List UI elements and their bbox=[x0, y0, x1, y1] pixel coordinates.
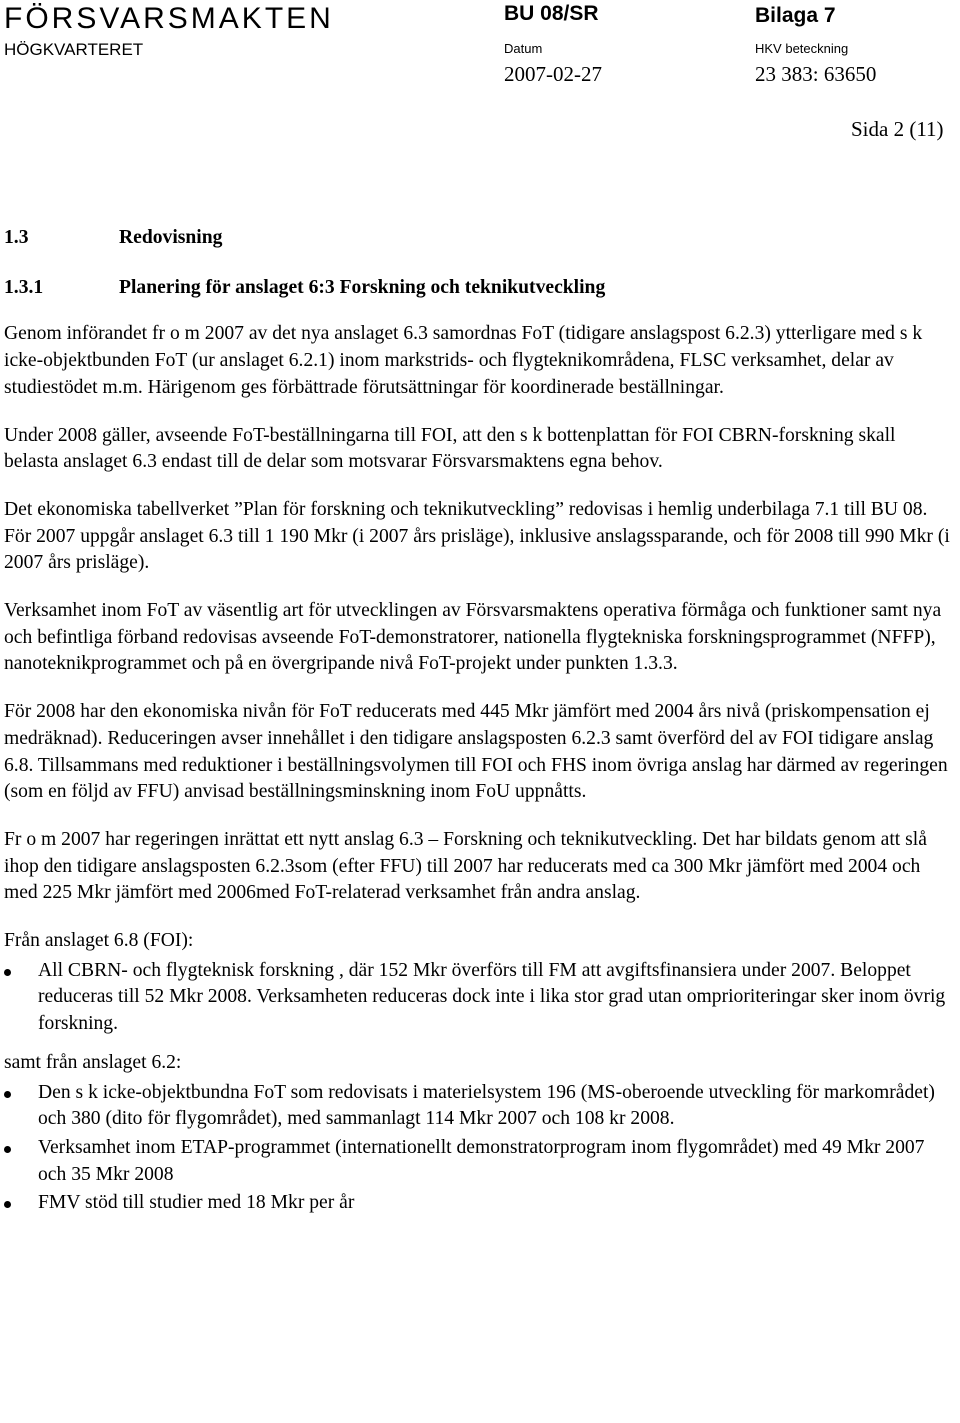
reference-label: HKV beteckning bbox=[755, 41, 849, 56]
section-heading bbox=[4, 225, 954, 252]
date-value: 2007-02-27 bbox=[504, 62, 602, 86]
body-paragraph: För 2008 har den ekonomiska nivån för FoT reducerats med 445 Mkr jämfört med 2004 års nivå (priskompensation ej medräknad). Reduceringen avser innehållet i den tidigare anslagsposten 6.2.3 samt överförd del av FOI tidigare anslag 6.8. Tillsammans med reduktioner i beställningsvolymen till FOI och FHS inom övriga anslag har därmed av regeringen (som en följd av FFU) anvisad beställningsminskning inom FoU uppnåtts. bbox=[4, 701, 948, 803]
subsection-heading bbox=[4, 275, 954, 302]
bullet-icon bbox=[4, 1091, 11, 1098]
date-label: Datum bbox=[504, 41, 543, 56]
unit-name: HÖGKVARTERET bbox=[4, 40, 144, 59]
list-item bbox=[4, 958, 954, 1038]
reference-value: 23 383: 63650 bbox=[755, 62, 877, 86]
page-number: Sida 2 (11) bbox=[851, 117, 944, 141]
body-paragraph: Verksamhet inom FoT av väsentlig art för utvecklingen av Försvarsmaktens operativa förmåga och funktioner samt nya och befintliga förband redovisas avseende FoT-demonstratorer, nationella flygtekniska forskningsprogrammet (NFFP), nanoteknikprogrammet och på en övergripande nivå FoT-projekt under punkten 1.3.3. bbox=[4, 600, 942, 675]
bullet-list bbox=[4, 1080, 954, 1218]
body-paragraph: Under 2008 gäller, avseende FoT-beställningarna till FOI, att den s k bottenplattan för FOI CBRN-forskning skall belasta anslaget 6.3 endast till de delar som motsvarar Försvarsmaktens egna behov. bbox=[4, 424, 896, 473]
subsection-number: 1.3.1 bbox=[4, 276, 44, 298]
list-item-text: Den s k icke-objektbundna FoT som redovisats i materielsystem 196 (MS-oberoende utveckling för markområdet) och 380 (dito för flygområdet), med sammanlagt 114 Mkr 2007 och 108 kr 2008. bbox=[38, 1081, 935, 1130]
document-number: BU 08/SR bbox=[504, 2, 599, 25]
section-title: Redovisning bbox=[119, 227, 223, 248]
list-item-text: All CBRN- och flygteknisk forskning , där 152 Mkr överförs till FM att avgiftsfinansiera under 2007. Beloppet reduceras till 52 Mkr 2008. Verksamheten reduceras dock inte i lika stor grad utan omprioriteringar sker inom övrig forskning. bbox=[38, 959, 946, 1035]
list-item-text: Verksamhet inom ETAP-programmet (internationellt demonstratorprogram inom flygområdet) med 49 Mkr 2007 och 35 Mkr 2008 bbox=[38, 1136, 925, 1185]
list-intro: samt från anslaget 6.2: bbox=[4, 1051, 182, 1073]
list-intro: Från anslaget 6.8 (FOI): bbox=[4, 930, 194, 952]
subsection-title: Planering för anslaget 6:3 Forskning och teknikutveckling bbox=[119, 276, 606, 298]
bullet-icon bbox=[4, 1146, 11, 1153]
body-paragraph: Genom införandet fr o m 2007 av det nya anslaget 6.3 samordnas FoT (tidigare anslagspost 6.2.3) ytterligare med s k icke-objektbunden FoT (ur anslaget 6.2.1) inom markstrids- och flygteknikområdena, FLSC verksamhet, delar av studiestödet m.m. Härigenom ges förbättrade förutsättningar för koordinerade beställningar. bbox=[4, 323, 923, 398]
bullet-list bbox=[4, 958, 954, 1038]
body-paragraph: Det ekonomiska tabellverket ”Plan för forskning och teknikutveckling” redovisas i hemlig underbilaga 7.1 till BU 08. För 2007 uppgår anslaget 6.3 till 1 190 Mkr (i 2007 års prisläge), inklusive anslagssparande, och för 2008 till 990 Mkr (i 2007 års prisläge). bbox=[4, 498, 950, 574]
org-logo-text: FÖRSVARSMAKTEN bbox=[4, 2, 334, 35]
annex-label: Bilaga 7 bbox=[755, 4, 836, 27]
body-paragraph: Fr o m 2007 har regeringen inrättat ett nytt anslag 6.3 – Forskning och teknikutveckling. Det har bildats genom att slå ihop den tidigare anslagsposten 6.2.3som (efter FFU) till 2007 har reducerats med ca 300 Mkr jämfört med 2004 och med 225 Mkr jämfört med 2006med FoT-relaterad verksamhet från andra anslag. bbox=[4, 828, 927, 904]
section-number: 1.3 bbox=[4, 227, 29, 248]
document-body bbox=[4, 225, 954, 1229]
list-item bbox=[4, 1190, 954, 1217]
list-item bbox=[4, 1135, 954, 1188]
list-item-text: FMV stöd till studier med 18 Mkr per år bbox=[38, 1192, 355, 1214]
list-item bbox=[4, 1080, 954, 1133]
bullet-icon bbox=[4, 1201, 11, 1208]
bullet-icon bbox=[4, 969, 11, 976]
